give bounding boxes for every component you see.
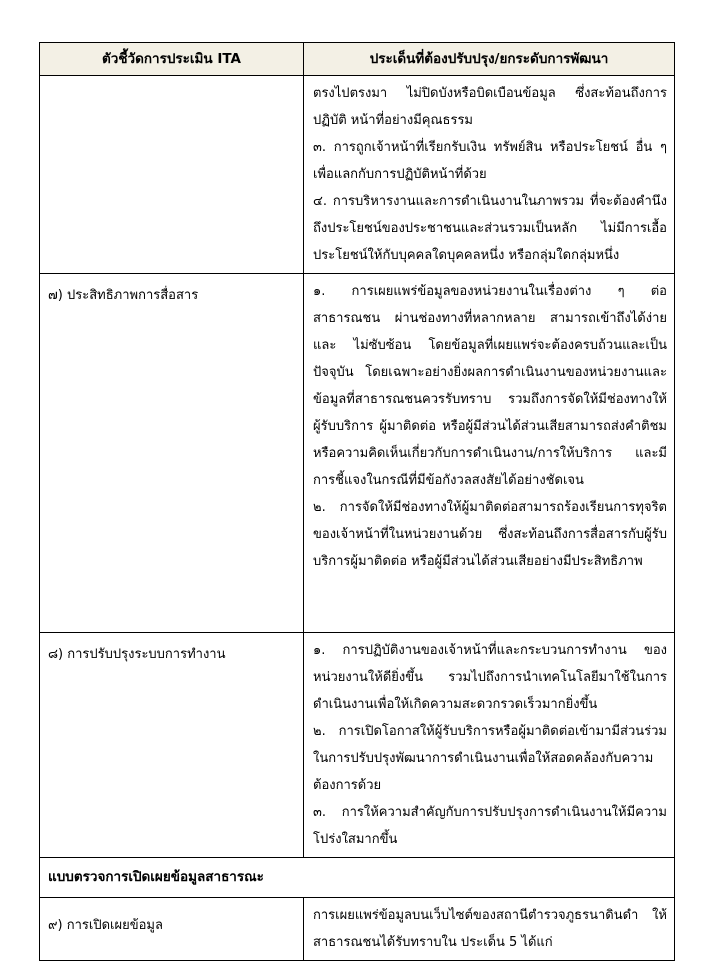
issue-text: ตรงไปตรงมา ไม่ปิดบังหรือบิดเบือนข้อมูล ซึ่งสะท้อนถึงการปฏิบัติ หน้าที่อย่างมีคุณธรรม (313, 86, 667, 128)
issue-text: ๒. การเปิดโอกาสให้ผู้รับบริการหรือผู้มาติดต่อเข้ามามีส่วนร่วมในการปรับปรุงพัฒนาการดำเนินงานเพื่อให้สอดคล้องกับความต้องการด้วย (313, 724, 667, 793)
header-issues: ประเด็นที่ต้องปรับปรุง/ยกระดับการพัฒนา (304, 43, 675, 76)
table-row-8 (40, 633, 675, 858)
table-row-9 (40, 898, 675, 961)
indicator-label: ๘) การปรับปรุงระบบการทำงาน (48, 647, 226, 662)
table-section-row (40, 858, 675, 898)
indicator-cell-8 (40, 633, 304, 858)
issue-text: ๑. การปฏิบัติงานของเจ้าหน้าที่และกระบวนการทำงาน ของหน่วยงานให้ดียิ่งขึ้น รวมไปถึงการนำเทคโนโลยีมาใช้ในการดำเนินงานเพื่อให้เกิดความสะดวกรวดเร็วมากยิ่งขึ้น (313, 643, 667, 712)
ita-table (39, 42, 675, 961)
issues-cell-7 (304, 274, 675, 633)
issues-cell-9 (304, 898, 675, 961)
indicator-label: ๗) ประสิทธิภาพการสื่อสาร (48, 288, 199, 303)
table-row-7 (40, 274, 675, 633)
issue-text: ๒. การจัดให้มีช่องทางให้ผู้มาติดต่อสามารถร้องเรียนการทุจริตของเจ้าหน้าที่ในหน่วยงานด้วย ซึ่งสะท้อนถึงการสื่อสารกับผู้รับบริการผู้มาติดต่อ หรือผู้มีส่วนได้ส่วนเสียอย่างมีประสิทธิภาพ (313, 500, 667, 569)
indicator-cell-7 (40, 274, 304, 633)
indicator-cell-9 (40, 898, 304, 961)
table-header-row (40, 43, 675, 76)
table-row-continued (40, 76, 675, 274)
issue-text: การเผยแพร่ข้อมูลบนเว็บไซต์ของสถานีตำรวจภูธรนาดินดำ ให้สาธารณชนได้รับทราบใน ประเด็น 5 ได้แก่ (313, 908, 667, 950)
indicator-cell-continued (40, 76, 304, 274)
issues-cell-8 (304, 633, 675, 858)
issues-cell-continued (304, 76, 675, 274)
indicator-label: ๙) การเปิดเผยข้อมูล (48, 918, 163, 933)
issue-text: ๓. การถูกเจ้าหน้าที่เรียกรับเงิน ทรัพย์สิน หรือประโยชน์ อื่น ๆ เพื่อแลกกับการปฏิบัติหน้าที่ด้วย (313, 140, 667, 182)
section-header: แบบตรวจการเปิดเผยข้อมูลสาธารณะ (40, 858, 675, 898)
issue-text: ๑. การเผยแพร่ข้อมูลของหน่วยงานในเรื่องต่าง ๆ ต่อสาธารณชน ผ่านช่องทางที่หลากหลาย สามารถเข้าถึงได้ง่ายและ ไม่ซับซ้อน โดยข้อมูลที่เผยแพร่จะต้องครบถ้วนและเป็นปัจจุบัน โดยเฉพาะอย่างยิ่งผลการดำเนินงานของหน่วยงานและ ข้อมูลที่สาธารณชนควรรับทราบ รวมถึงการจัดให้มีช่องทางให้ ผู้รับบริการ ผู้มาติดต่อ หรือผู้มีส่วนได้ส่วนเสียสามารถส่งคำติชม หรือความคิดเห็นเกี่ยวกับการดำเนินงาน/การให้บริการ และมีการชี้แจงในกรณีที่มีข้อกังวลสงสัยได้อย่างชัดเจน (313, 284, 667, 488)
issue-text: ๔. การบริหารงานและการดำเนินงานในภาพรวม ที่จะต้องคำนึงถึงประโยชน์ของประชาชนและส่วนรวมเป็นหลัก ไม่มีการเอื้อ ประโยชน์ให้กับบุคคลใดบุคคลหนึ่ง หรือกลุ่มใดกลุ่มหนึ่ง (313, 194, 667, 263)
issue-text: ๓. การให้ความสำคัญกับการปรับปรุงการดำเนินงานให้มีความโปร่งใสมากขึ้น (313, 805, 667, 847)
header-indicator: ตัวชี้วัดการประเมิน ITA (40, 43, 304, 76)
